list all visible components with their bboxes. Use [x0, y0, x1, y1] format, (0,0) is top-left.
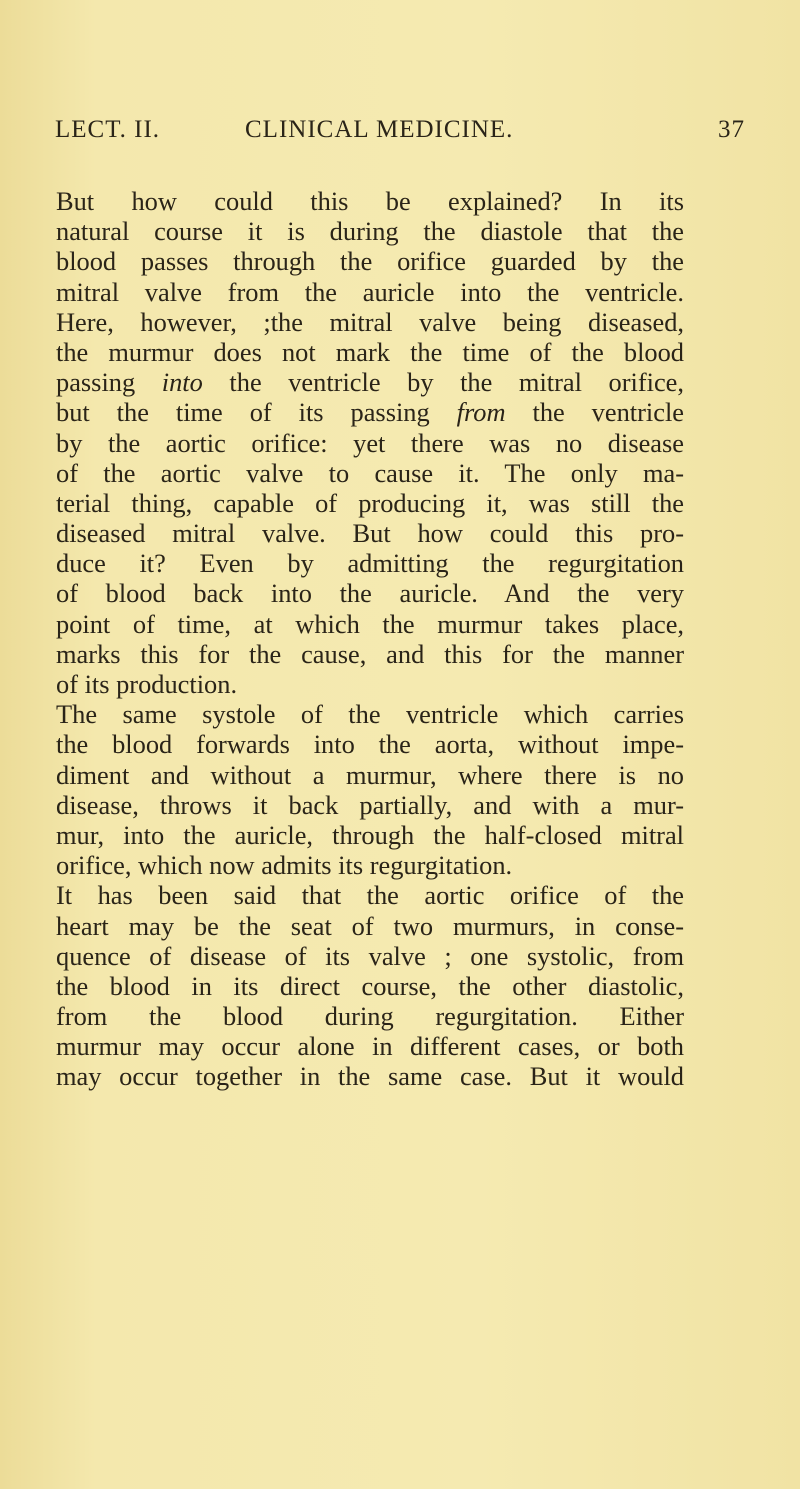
- text-line: quence of disease of its valve ; one systolic, from: [56, 940, 684, 971]
- text-line: the blood forwards into the aorta, without impe-: [56, 729, 684, 760]
- text-segment: but the time of its passing: [56, 397, 457, 428]
- text-segment: the ventricle by the mitral orifice,: [202, 367, 684, 398]
- text-line: terial thing, capable of producing it, was still the: [56, 487, 684, 518]
- text-line: heart may be the seat of two murmurs, in conse-: [56, 910, 684, 941]
- running-header: [55, 116, 745, 150]
- text-line: diseased mitral valve. But how could this pro-: [56, 518, 684, 549]
- text-line: natural course it is during the diastole that the: [56, 216, 684, 247]
- text-segment: passing: [56, 367, 162, 398]
- text-line: of blood back into the auricle. And the very: [56, 578, 684, 609]
- page-number: 37: [718, 116, 745, 143]
- text-line: point of time, at which the murmur takes place,: [56, 608, 684, 639]
- text-line: the blood in its direct course, the other diastolic,: [56, 970, 684, 1001]
- text-line: marks this for the cause, and this for the manner: [56, 638, 684, 669]
- text-line: of the aortic valve to cause it. The only ma-: [56, 457, 684, 488]
- text-line: of its production.: [56, 669, 238, 699]
- text-segment: the ventricle: [505, 397, 684, 428]
- text-line: mur, into the auricle, through the half-closed mitral: [56, 819, 684, 850]
- text-line: disease, throws it back partially, and with a mur-: [56, 789, 684, 820]
- text-line-with-italic: [56, 397, 684, 427]
- text-line: diment and without a murmur, where there is no: [56, 759, 684, 790]
- text-line: the murmur does not mark the time of the blood: [56, 336, 684, 367]
- text-line: murmur may occur alone in different cases, or both: [56, 1031, 684, 1062]
- running-title: CLINICAL MEDICINE.: [245, 116, 514, 143]
- text-line: duce it? Even by admitting the regurgitation: [56, 548, 684, 579]
- text-line: But how could this be explained? In its: [56, 186, 684, 216]
- text-line: mitral valve from the auricle into the ventricle.: [56, 276, 684, 307]
- italic-word: from: [456, 397, 506, 428]
- text-line: The same systole of the ventricle which carries: [56, 699, 684, 730]
- text-line: from the blood during regurgitation. Either: [56, 1001, 684, 1032]
- lecture-label: LECT. II.: [55, 116, 161, 143]
- text-line: orifice, which now admits its regurgitation.: [56, 850, 513, 881]
- text-line: Here, however, ;the mitral valve being diseased,: [56, 306, 684, 337]
- text-line: may occur together in the same case. But it would: [56, 1061, 684, 1092]
- italic-word: into: [161, 367, 203, 398]
- text-line-with-italic: [56, 367, 684, 397]
- text-line: by the aortic orifice: yet there was no disease: [56, 427, 684, 458]
- text-line: blood passes through the orifice guarded by the: [56, 246, 684, 277]
- text-line: It has been said that the aortic orifice of the: [56, 880, 684, 911]
- body-text: [56, 186, 684, 1092]
